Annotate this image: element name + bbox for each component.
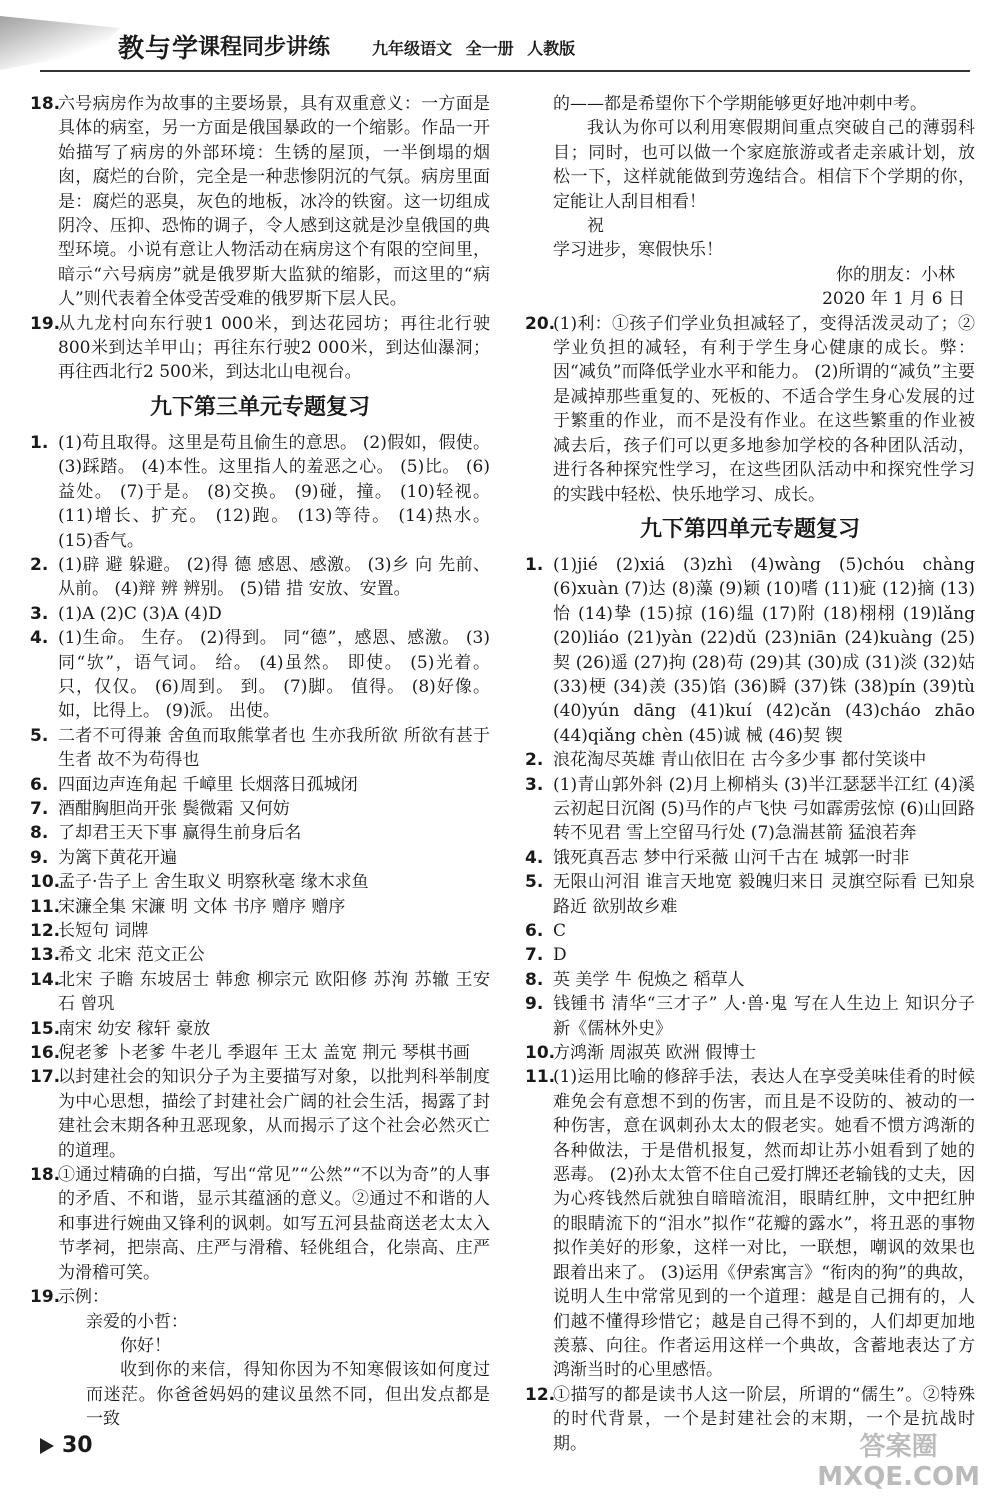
- item-text: 英 美学 牛 倪焕之 稻草人: [553, 969, 745, 990]
- item-number: 9.: [525, 994, 544, 1015]
- item-text: D: [553, 945, 567, 966]
- item-text: (1)生命。 生存。 (2)得到。 同“德”，感恩、感激。 (3)同“欤”，语气词。 给。 (4)虽然。 即使。 (5)光着。 只，仅仅。 (6)周到。 到。 (7)脚。 值得。 (8)好像。 如，比得上。 (9)派。 出使。: [58, 628, 490, 722]
- item-number: 8.: [30, 823, 49, 844]
- item-text: 倪老爹 卜老爹 牛老儿 季遐年 王太 盖宽 荆元 琴棋书画: [58, 1043, 470, 1064]
- item-text: ①描写的都是读书人这一阶层，所谓的“儒生”。②特殊的时代背景，一个是封建社会的末期，一个是抗战时期。: [553, 1384, 975, 1454]
- watermark: [817, 1432, 980, 1492]
- item-number: 19.: [30, 1287, 61, 1308]
- item-number: 16.: [30, 1043, 61, 1064]
- item-text: (1)辟 避 躲避。 (2)得 德 感恩、感激。 (3)乡 向 先前、从前。 (4)辩 辨 辨别。 (5)错 措 安放、安置。: [58, 554, 490, 600]
- item-text: 长短句 词牌: [58, 921, 149, 941]
- answer-item: [30, 602, 490, 626]
- letter-continuation: 的——都是希望你下个学期能够更好地冲刺中考。: [553, 94, 927, 114]
- item-number: 2.: [30, 554, 49, 575]
- item-number: 2.: [525, 750, 544, 771]
- item-number: 11.: [30, 896, 61, 917]
- letter-signature: 你的朋友：小林: [836, 264, 955, 285]
- item-number: 7.: [525, 945, 544, 966]
- answer-item: [525, 1041, 975, 1065]
- item-number: 6.: [525, 921, 544, 941]
- item-text: 孟子·告子上 舍生取义 明察秋毫 缘木求鱼: [58, 872, 369, 893]
- item-text: 南宋 幼安 稼轩 豪放: [58, 1018, 211, 1039]
- answer-item: [525, 553, 975, 748]
- series-title: 课程同步讲练: [198, 35, 331, 60]
- item-number: 18.: [30, 1165, 61, 1186]
- item-number: 12.: [525, 1384, 556, 1405]
- letter-greeting: 你好！: [120, 1335, 171, 1356]
- item-text: 浪花淘尽英雄 青山依旧在 古今多少事 都付笑谈中: [553, 750, 927, 771]
- brush-decoration: [0, 10, 120, 70]
- answer-item: [30, 1041, 490, 1065]
- answer-item: [525, 943, 975, 967]
- item-number: 20.: [525, 313, 556, 334]
- item-text: (1)A (2)C (3)A (4)D: [58, 603, 222, 624]
- item-number: 12.: [30, 921, 61, 941]
- item-text: (1)运用比喻的修辞手法，表达人在享受美味佳肴的时候难免会有意想不到的伤害，而且是不设防的、被动的一种伤害，意在讽刺孙太太的假老实。她看不惯方鸿渐的各种做法，于是借机报复，然而却让苏小姐看到了她的恶毒。 (2)孙太太管不住自己爱打牌还老输钱的丈夫，因为心疼钱然后就独自暗暗流泪，眼睛红肿，文中把红肿的眼睛流下的“泪水”拟作“花瓣的露水”，将丑恶的事物拟作美好的形象，这样一对比，一联想，嘲讽的效果也跟着出来了。 (3)运用《伊索寓言》“衔肉的狗”的典故，说明人生中常常见到的一个道理：越是自己拥有的，人们越不懂得珍惜它；越是自己得不到的，人们却更加地羡慕、向往。作者运用这样一个典故，含蓄地表达了方鸿渐当时的心里感悟。: [553, 1067, 975, 1381]
- answer-item: [30, 312, 490, 385]
- left-column: [30, 92, 490, 1432]
- item-text: 示例：: [58, 1287, 109, 1308]
- item-text: 二者不可得兼 舍鱼而取熊掌者也 生亦我所欲 所欲有甚于生者 故不为苟得也: [58, 725, 490, 771]
- item-number: 13.: [30, 945, 61, 966]
- answer-item: [525, 870, 975, 919]
- item-number: 5.: [525, 872, 544, 893]
- answer-item: [30, 919, 490, 943]
- item-text: 宋濂全集 宋濂 明 文体 书序 赠序 赠序: [58, 896, 346, 917]
- page-footer: [40, 1433, 93, 1458]
- letter-zhu: 祝: [587, 216, 604, 237]
- item-number: 17.: [30, 1067, 61, 1088]
- item-text: (1)苟且取得。这里是苟且偷生的意思。 (2)假如，假使。 (3)踩踏。 (4)本性。这里指人的羞恶之心。 (5)比。 (6)益处。 (7)于是。 (8)交换。 (9)碰，撞。 (10)轻视。 (11)增长、扩充。 (12)跑。 (13)等待。 (14)热水。 (15)香气。: [58, 432, 490, 551]
- brand-logo: 教与学: [118, 34, 200, 64]
- item-number: 18.: [30, 94, 61, 114]
- item-number: 4.: [30, 628, 49, 649]
- section-title: 九下第三单元专题复习: [149, 394, 370, 420]
- answer-item: [525, 773, 975, 846]
- item-text: 钱锺书 清华“三才子” 人·兽·鬼 写在人生边上 知识分子 新《儒林外史》: [553, 994, 975, 1039]
- letter-wish: 学习进步，寒假快乐！: [553, 240, 723, 261]
- item-number: 6.: [30, 774, 49, 795]
- answer-item: [30, 846, 490, 870]
- answer-item: [30, 797, 490, 821]
- item-text: ①通过精确的白描，写出“常见”“公然”“不以为奇”的人事的矛盾、不和谐，显示其蕴涵的意义。②通过不和谐的人和事进行婉曲又锋利的讽刺。如写五河县盐商送老太太入节孝祠，把崇高、庄严与滑稽、轻佻组合，化崇高、庄严为滑稽可笑。: [58, 1165, 490, 1283]
- item-number: 1.: [30, 432, 49, 453]
- item-number: 10.: [525, 1043, 556, 1064]
- watermark-line: 答案圈: [859, 1432, 938, 1462]
- item-number: 5.: [30, 725, 49, 746]
- section-title: 九下第四单元专题复习: [639, 516, 860, 542]
- item-number: 3.: [30, 603, 49, 624]
- answer-item: [30, 1017, 490, 1041]
- item-number: 4.: [525, 847, 544, 868]
- item-text: 饿死真吾志 梦中行采薇 山河千古在 城郭一时非: [553, 847, 910, 868]
- answer-item: [30, 1065, 490, 1163]
- answer-list: [30, 431, 490, 1310]
- answer-item: [30, 553, 490, 602]
- item-number: 14.: [30, 969, 61, 990]
- book-meta: 九年级语文 全一册 人教版: [372, 39, 576, 58]
- answer-item: [525, 1065, 975, 1382]
- item-text: 以封建社会的知识分子为主要描写对象，以批判科举制度为中心思想，描绘了封建社会广阔的社会生活，揭露了封建社会末期各种丑恶现象，从而揭示了这个社会必然灭亡的道理。: [58, 1067, 490, 1161]
- item-number: 7.: [30, 798, 49, 819]
- item-text: 六号病房作为故事的主要场景，具有双重意义：一方面是具体的病室，另一方面是俄国暴政的一个缩影。作品一开始描写了病房的外部环境：生锈的屋顶，一半倒塌的烟囱，腐烂的台阶，完全是一种悲惨阴沉的气氛。病房里面是：腐烂的恶臭，灰色的地板，冰冷的铁窗。这一切组成阴冷、压抑、恐怖的调子，令人感到这就是沙皇俄国的典型环境。小说有意让人物活动在病房这个有限的空间里，暗示“六号病房”就是俄罗斯大监狱的缩影，而这里的“病人”则代表着全体受苦受难的俄罗斯下层人民。: [58, 94, 490, 310]
- item-text: (1)jié (2)xiá (3)zhì (4)wàng (5)chóu chàng (6)xuàn (7)达 (8)藻 (9)颖 (10)嗜 (11)疵 (12)摘 (13)怡 (14)挚 (15)掠 (16)缊 (17)附 (18)栩栩 (19)lǎng (20)liáo (21)yàn (22)dǔ (23)niān (24)kuàng (25)契 (26)遥 (27)拘 (28)苟 (29)其 (30)成 (31)淡 (32)姑 (33)梗 (34)羡 (35)馅 (36)瞬 (37)铢 (38)pín (39)tù (40)yún dāng (41)kuí (42)cǎn (43)cháo zhāo (44)qiǎng chèn (45)诚 械 (46)契 锲: [553, 554, 975, 746]
- item-text: 为篱下黄花开遍: [58, 847, 177, 868]
- answer-item: [30, 724, 490, 773]
- answer-item: [30, 626, 490, 724]
- letter-paragraph: 我认为你可以利用寒假期间重点突破自己的薄弱科目；同时，也可以做一个家庭旅游或者走亲戚计划，放松一下，这样就能做到劳逸结合。相信下个学期的你，定能让人刮目相看！: [553, 118, 975, 212]
- answer-item: [30, 431, 490, 553]
- answer-item: [30, 773, 490, 797]
- item-number: 1.: [525, 554, 544, 575]
- item-number: 9.: [30, 847, 49, 868]
- page-number: 30: [62, 1433, 93, 1458]
- item-number: 8.: [525, 969, 544, 990]
- answer-item: [525, 846, 975, 870]
- item-number: 15.: [30, 1018, 61, 1039]
- answer-item: [30, 943, 490, 967]
- watermark-line: MXQE.COM: [817, 1462, 980, 1492]
- item-number: 11.: [525, 1067, 556, 1088]
- answer-item: [30, 821, 490, 845]
- item-text: C: [553, 921, 567, 941]
- letter-body: 收到你的来信，得知你因为不知寒假该如何度过而迷茫。你爸爸妈妈的建议虽然不同，但出发点都是一致: [86, 1360, 490, 1430]
- answer-item: [30, 870, 490, 894]
- answer-item: [525, 968, 975, 992]
- page-header: [0, 0, 1000, 80]
- item-text: 从九龙村向东行驶1 000米，到达花园坊；再往北行驶800米到达羊甲山；再往东行驶2 000米，到达仙瀑洞；再往西北行2 500米，到达北山电视台。: [58, 313, 490, 383]
- header-rule: [40, 70, 970, 72]
- item-number: 10.: [30, 872, 61, 893]
- item-text: 无限山河泪 谁言天地宽 毅魄归来日 灵旗空际看 已知泉路近 欲别故乡难: [553, 872, 975, 917]
- item-text: (1)利：①孩子们学业负担减轻了，变得活泼灵动了；②学业负担的减轻，有利于学生身心健康的成长。弊：因“减负”而降低学业水平和能力。 (2)所谓的“减负”主要是减掉那些重复的、死板的、不适合学生身心发展的过于繁重的作业，而不是没有作业。在这些繁重的作业被减去后，孩子们可以更多地参加学校的各种团队活动，进行各种探究性学习，在这些团队活动中和探究性学习的实践中轻松、快乐地学习、成长。: [553, 313, 975, 505]
- answer-item: [30, 1285, 490, 1309]
- answer-item: [525, 992, 975, 1041]
- answer-item: [525, 748, 975, 772]
- right-column: [525, 92, 975, 1456]
- answer-item: [30, 92, 490, 312]
- answer-item: [30, 968, 490, 1017]
- item-text: 了却君王天下事 赢得生前身后名: [58, 823, 302, 844]
- letter-date: 2020 年 1 月 6 日: [822, 289, 965, 310]
- letter-salutation: 亲爱的小哲：: [86, 1311, 188, 1332]
- answer-item: [30, 1163, 490, 1285]
- answer-item: [525, 312, 975, 507]
- item-text: 酒酣胸胆尚开张 鬓微霜 又何妨: [58, 798, 290, 819]
- item-text: 方鸿渐 周淑英 欧洲 假博士: [553, 1043, 757, 1064]
- arrow-icon: [40, 1438, 54, 1454]
- item-text: 四面边声连角起 千嶂里 长烟落日孤城闭: [58, 774, 358, 795]
- item-text: 北宋 子瞻 东坡居士 韩愈 柳宗元 欧阳修 苏洵 苏辙 王安石 曾巩: [58, 969, 490, 1015]
- answer-item: [525, 919, 975, 943]
- item-text: 希文 北宋 范文正公: [58, 945, 205, 966]
- answer-item: [30, 895, 490, 919]
- item-number: 3.: [525, 774, 544, 795]
- answer-list: [525, 553, 975, 1456]
- item-number: 19.: [30, 313, 61, 334]
- item-text: (1)青山郭外斜 (2)月上柳梢头 (3)半江瑟瑟半江红 (4)溪云初起日沉阁 (5)马作的卢飞快 弓如霹雳弦惊 (6)山回路转不见君 雪上空留马行处 (7)急湍甚箭 猛浪若奔: [553, 774, 975, 844]
